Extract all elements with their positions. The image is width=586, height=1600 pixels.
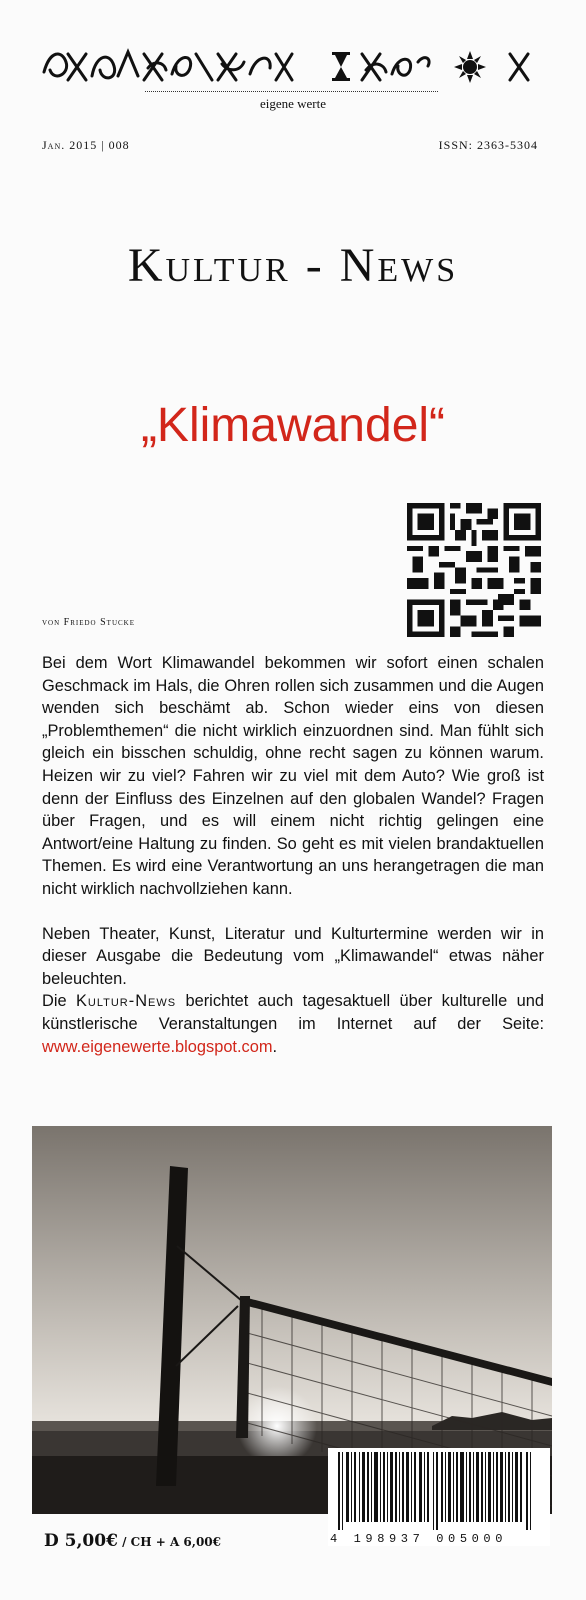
paragraph-announcement: Neben Theater, Kunst, Literatur und Kulturtermine werden wir in dieser Ausgabe die Bedeutung vom „Klimawandel“ etwas näher beleuchten. Die Kultur-News berichtet auch tagesaktuell über kulturelle und künstlerische Veranstaltungen im Internet auf der Seite: www.eigenewerte.blogspot.com. bbox=[42, 924, 544, 1056]
brand-name: Kultur-News bbox=[75, 992, 177, 1011]
issn-number: ISSN: 2363-5304 bbox=[438, 138, 538, 152]
price-main: D 5,00€ bbox=[44, 1531, 118, 1551]
masthead-title: Kultur - News bbox=[127, 239, 459, 292]
magazine-logo bbox=[40, 40, 536, 92]
logo-divider bbox=[145, 91, 438, 92]
article-body bbox=[42, 652, 544, 1058]
blog-link[interactable]: www.eigenewerte.blogspot.com bbox=[42, 1037, 273, 1056]
issue-number: Jan. 2015 | 008 bbox=[42, 138, 130, 152]
paragraph-intro: Bei dem Wort Klimawandel bekommen wir sofort einen schalen Geschmack im Hals, die Ohren rollen sich zusammen und die Augen wenden sich beschämt ab. Schon wieder eins von diesen „Problemthemen“ die nicht wirklich einzuordnen sind. Man fühlt sich gleich ein bisschen schuldig, ohne recht sagen zu können warum. Heizen wir zu viel? Fahren wir zu viel mit dem Auto? Wie groß ist denn der Einfluss des Einzelnen auf den globalen Wandel? Fragen über Fragen, und es will einem nicht richtig gelingen eine Antwort/eine Haltung zu finden. So geht es mit vielen brandaktuellen Themen. Es wird eine Verantwortung an uns herangetragen die man nicht wirklich nachvollziehen kann. bbox=[42, 654, 544, 898]
price bbox=[44, 1531, 221, 1551]
price-other-countries: / CH + A 6,00€ bbox=[117, 1535, 222, 1549]
author-byline: von Friedo Stucke bbox=[42, 617, 136, 628]
magazine-subtitle: eigene werte bbox=[259, 96, 327, 111]
headline: „Klimawandel“ bbox=[140, 399, 446, 452]
barcode-number: 4 198937 005000 bbox=[330, 1532, 508, 1546]
paragraph-issue-topics: Neben Theater, Kunst, Literatur und Kulturtermine werden wir in dieser Ausgabe die Bedeutung vom „Klimawandel“ etwas näher beleuchten. bbox=[42, 924, 544, 988]
qr-code-icon[interactable] bbox=[407, 503, 541, 637]
barcode bbox=[328, 1448, 550, 1546]
